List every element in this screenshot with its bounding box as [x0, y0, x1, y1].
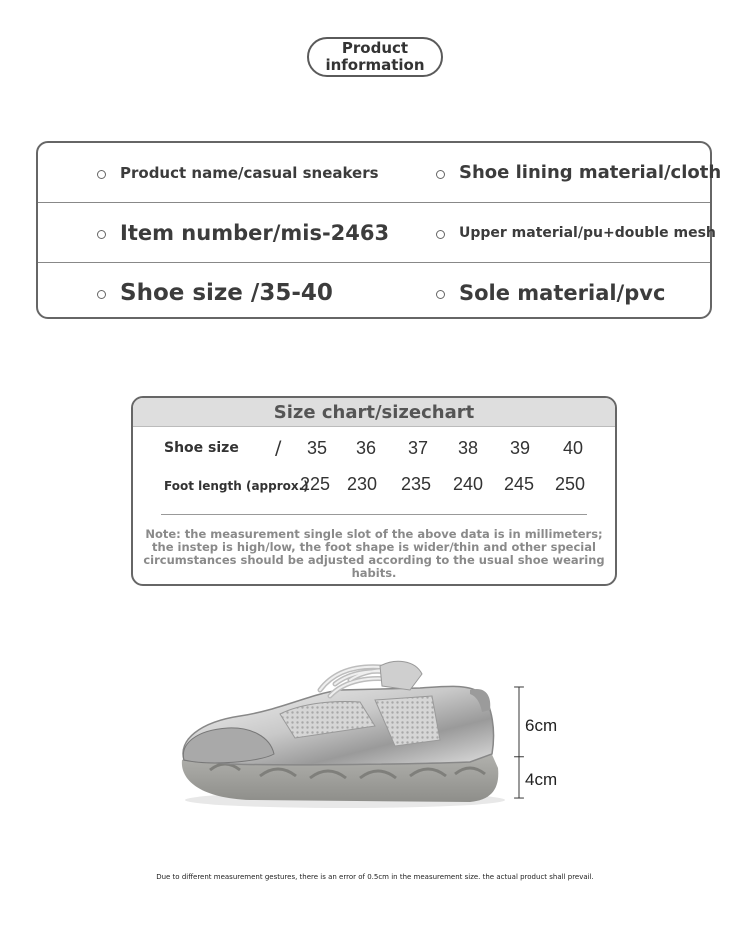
size-chart-title: Size chart/sizechart — [133, 398, 615, 427]
sneaker-image — [170, 650, 510, 820]
size-value: 36 — [355, 438, 377, 458]
info-cell — [97, 143, 379, 202]
badge-line1: Product — [341, 39, 409, 57]
item-number: Item number/mis-2463 — [120, 220, 390, 245]
length-value: 250 — [554, 474, 586, 494]
product-name: Product name/casual sneakers — [120, 163, 379, 182]
info-row — [38, 143, 722, 203]
foot-length-label: Foot length (approx.) — [164, 479, 309, 493]
info-row — [38, 203, 716, 263]
dimension-guide — [513, 686, 573, 802]
info-cell — [97, 263, 333, 322]
bullet-icon — [97, 290, 106, 299]
badge-line2: information — [325, 56, 425, 74]
length-value: 245 — [503, 474, 535, 494]
size-value: 40 — [562, 438, 584, 458]
footnote: Due to different measurement gestures, there is an error of 0.5cm in the measurement size. the actual product shall prevail. — [156, 873, 594, 881]
divider — [161, 514, 587, 515]
length-value: 235 — [400, 474, 432, 494]
upper-material: Upper material/pu+double mesh — [459, 224, 716, 241]
info-cell — [436, 203, 716, 262]
size-value: 37 — [407, 438, 429, 458]
info-cell — [97, 203, 389, 262]
size-chart — [131, 396, 617, 586]
foot-length-row — [133, 470, 615, 500]
dimension-line-icon — [513, 686, 525, 800]
size-value: 38 — [457, 438, 479, 458]
measurement-note: Note: the measurement single slot of the above data is in millimeters; the instep is high/low, the foot shape is wider/thin and other special circumstances should be adjusted according to the usual shoe wearing habits. — [143, 527, 605, 580]
sole-material: Sole material/pvc — [459, 280, 666, 305]
info-cell — [436, 143, 721, 202]
shoe-size-label: Shoe size — [164, 440, 239, 456]
bullet-icon — [97, 230, 106, 239]
shoe-size-range: Shoe size /35-40 — [120, 279, 333, 306]
length-value: 230 — [346, 474, 378, 494]
shoe-size-row — [133, 434, 615, 464]
lining-material: Shoe lining material/cloth — [459, 162, 722, 183]
product-info-table — [36, 141, 722, 319]
length-value: 240 — [452, 474, 484, 494]
size-value: 35 — [306, 438, 328, 458]
bullet-icon — [97, 170, 106, 179]
size-value: 39 — [509, 438, 531, 458]
info-cell — [436, 263, 665, 322]
upper-height-label: 6cm — [525, 716, 558, 735]
bullet-icon — [436, 230, 445, 239]
product-information-badge — [307, 37, 443, 77]
length-value: 225 — [299, 474, 331, 494]
bullet-icon — [436, 290, 445, 299]
sole-height-label: 4cm — [525, 770, 558, 789]
info-row — [38, 263, 710, 322]
row-separator: / — [275, 437, 282, 459]
bullet-icon — [436, 170, 445, 179]
